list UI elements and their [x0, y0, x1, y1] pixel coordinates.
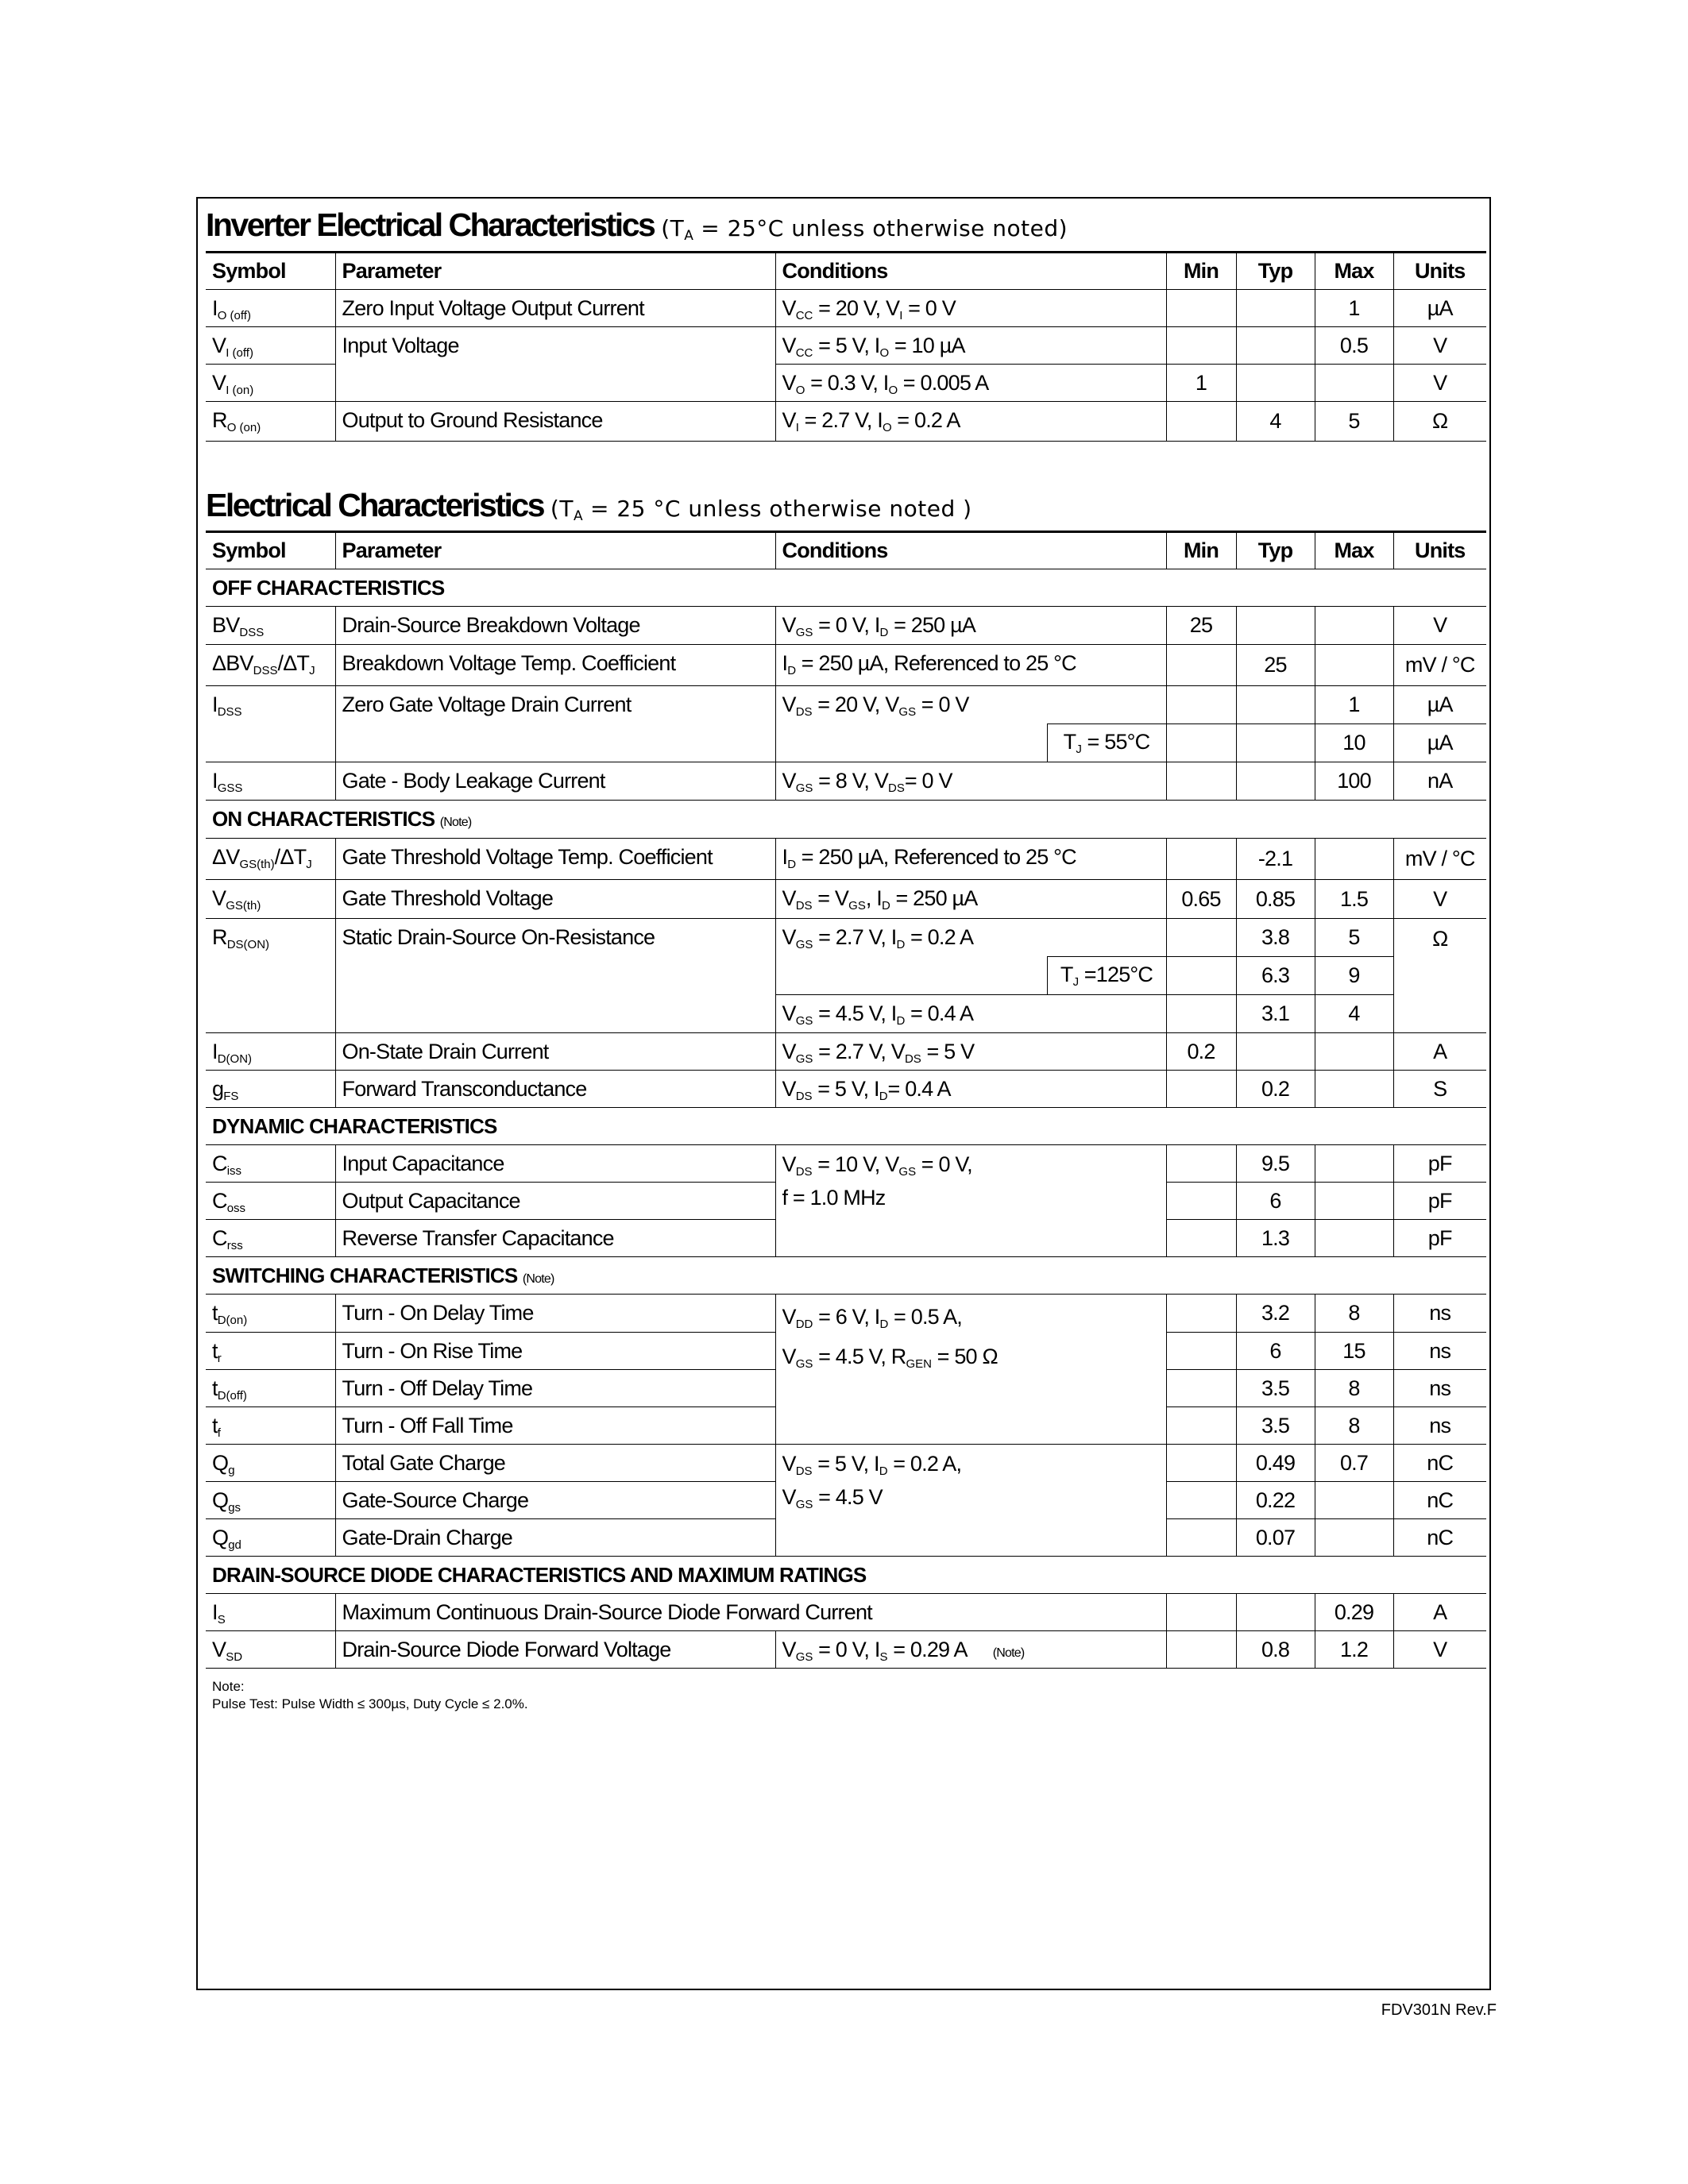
header-typ: Typ — [1236, 253, 1315, 290]
parameter-cell: Gate - Body Leakage Current — [335, 762, 775, 801]
units-cell: A — [1393, 1033, 1486, 1071]
max-cell: 1.5 — [1315, 880, 1393, 919]
table-row — [206, 290, 1486, 327]
category-label: OFF CHARACTERISTICS — [206, 569, 1486, 607]
max-cell: 1.2 — [1315, 1631, 1393, 1669]
conditions-cell: $V_{DS} = 5$ V, $I_D = 0.2$ A, $V_{GS} = 4.5$ V — [775, 1445, 1166, 1557]
min-cell — [1166, 1407, 1236, 1445]
header-parameter: Parameter — [335, 532, 775, 569]
conditions-cell: $I_D = 250$ µA, Referenced to 25 °C — [775, 839, 1166, 880]
max-cell: 1 — [1315, 686, 1393, 724]
min-cell — [1166, 686, 1236, 724]
typ-cell: 6.3 — [1236, 957, 1315, 995]
symbol-cell: $I_{O (off)}$ — [206, 290, 335, 327]
max-cell: 1 — [1315, 290, 1393, 327]
typ-cell: 3.2 — [1236, 1295, 1315, 1333]
units-cell: V — [1393, 365, 1486, 402]
symbol-cell: $R_{O (on)}$ — [206, 402, 335, 442]
units-cell: ns — [1393, 1407, 1486, 1445]
parameter-cell: Turn - On Rise Time — [335, 1333, 775, 1370]
header-max: Max — [1315, 253, 1393, 290]
parameter-cell: Gate-Drain Charge — [335, 1519, 775, 1557]
symbol-cell: $t_r$ — [206, 1333, 335, 1370]
category-label: SWITCHING CHARACTERISTICS (Note) — [206, 1257, 1486, 1295]
category-row-diode — [206, 1557, 1486, 1594]
table-row — [206, 402, 1486, 442]
min-cell — [1166, 1145, 1236, 1183]
typ-cell — [1236, 607, 1315, 645]
table-header-row — [206, 532, 1486, 569]
units-cell: V — [1393, 327, 1486, 365]
parameter-cell: Total Gate Charge — [335, 1445, 775, 1482]
typ-cell: 0.85 — [1236, 880, 1315, 919]
conditions-cell: $V_{CC} = 5$ V, $I_O = 10$ µA — [775, 327, 1166, 365]
units-cell: Ω — [1393, 402, 1486, 442]
typ-cell: 6 — [1236, 1183, 1315, 1220]
typ-cell: -2.1 — [1236, 839, 1315, 880]
symbol-cell: $BV_{DSS}$ — [206, 607, 335, 645]
units-cell: A — [1393, 1594, 1486, 1631]
parameter-cell: Zero Gate Voltage Drain Current — [335, 686, 775, 762]
conditions-cell: $V_{GS} = 4.5$ V, $I_D = 0.4$ A — [775, 995, 1166, 1033]
max-cell: 5 — [1315, 919, 1393, 957]
conditions-cell: $V_{GS} = 8$ V, $V_{DS}= 0$ V — [775, 762, 1166, 801]
units-cell: ns — [1393, 1295, 1486, 1333]
max-cell: 15 — [1315, 1333, 1393, 1370]
typ-cell: 3.5 — [1236, 1407, 1315, 1445]
parameter-cell: Reverse Transfer Capacitance — [335, 1220, 775, 1257]
conditions-cell: $V_{DS} = 20$ V, $V_{GS} = 0$ V — [775, 686, 1166, 724]
symbol-cell: $C_{oss}$ — [206, 1183, 335, 1220]
units-cell: mV / °C — [1393, 839, 1486, 880]
max-cell: 0.5 — [1315, 327, 1393, 365]
category-row-on — [206, 801, 1486, 839]
min-cell — [1166, 402, 1236, 442]
symbol-cell: $I_{DSS}$ — [206, 686, 335, 762]
parameter-cell: Input Voltage — [335, 327, 775, 365]
max-cell: 8 — [1315, 1370, 1393, 1407]
symbol-cell: $t_{D(on)}$ — [206, 1295, 335, 1333]
min-cell — [1166, 919, 1236, 957]
units-cell: V — [1393, 880, 1486, 919]
max-cell: 0.29 — [1315, 1594, 1393, 1631]
conditions-spacer — [775, 724, 1047, 762]
table-row — [206, 1594, 1486, 1631]
table-row — [206, 1445, 1486, 1482]
units-cell: nC — [1393, 1445, 1486, 1482]
symbol-cell: $t_f$ — [206, 1407, 335, 1445]
max-cell — [1315, 1519, 1393, 1557]
table-row — [206, 880, 1486, 919]
symbol-cell: $V_{GS(th)}$ — [206, 880, 335, 919]
min-cell: 25 — [1166, 607, 1236, 645]
max-cell: 5 — [1315, 402, 1393, 442]
conditions-cell: $V_I = 2.7$ V, $I_O = 0.2$ A — [775, 402, 1166, 442]
parameter-cell: Turn - Off Fall Time — [335, 1407, 775, 1445]
min-cell — [1166, 762, 1236, 801]
conditions-cell: $V_{DS} = V_{GS}$, $I_D = 250$ µA — [775, 880, 1166, 919]
category-row-switching — [206, 1257, 1486, 1295]
units-cell: nA — [1393, 762, 1486, 801]
parameter-cell — [335, 365, 775, 402]
typ-cell: 9.5 — [1236, 1145, 1315, 1183]
symbol-cell: $C_{rss}$ — [206, 1220, 335, 1257]
typ-cell: 6 — [1236, 1333, 1315, 1370]
category-row-dynamic — [206, 1108, 1486, 1145]
max-cell — [1315, 645, 1393, 686]
typ-cell: 3.1 — [1236, 995, 1315, 1033]
typ-cell: 1.3 — [1236, 1220, 1315, 1257]
conditions-cell: $V_{GS} = 0$ V, $I_S = 0.29$ A (Note) — [775, 1631, 1166, 1669]
units-cell: V — [1393, 1631, 1486, 1669]
min-cell — [1166, 327, 1236, 365]
parameter-cell: Output Capacitance — [335, 1183, 775, 1220]
parameter-cell: Gate-Source Charge — [335, 1482, 775, 1519]
max-cell — [1315, 1183, 1393, 1220]
typ-cell — [1236, 1594, 1315, 1631]
header-min: Min — [1166, 253, 1236, 290]
max-cell: 10 — [1315, 724, 1393, 762]
inverter-characteristics-table — [206, 251, 1486, 442]
symbol-cell: $\Delta BV_{DSS}/\Delta T_J$ — [206, 645, 335, 686]
footnote — [212, 1678, 528, 1713]
symbol-cell: $I_{GSS}$ — [206, 762, 335, 801]
max-cell — [1315, 1482, 1393, 1519]
parameter-cell: Forward Transconductance — [335, 1071, 775, 1108]
min-cell: 0.2 — [1166, 1033, 1236, 1071]
table-row — [206, 607, 1486, 645]
max-cell — [1315, 839, 1393, 880]
conditions-cell: $I_D = 250$ µA, Referenced to 25 °C — [775, 645, 1166, 686]
parameter-cell: Static Drain-Source On-Resistance — [335, 919, 775, 1033]
typ-cell: 0.8 — [1236, 1631, 1315, 1669]
parameter-cell: Turn - On Delay Time — [335, 1295, 775, 1333]
parameter-cell: Turn - Off Delay Time — [335, 1370, 775, 1407]
units-cell: Ω — [1393, 919, 1486, 1033]
units-cell: µA — [1393, 686, 1486, 724]
units-cell: µA — [1393, 724, 1486, 762]
parameter-cell: Maximum Continuous Drain-Source Diode Forward Current — [335, 1594, 1166, 1631]
min-cell — [1166, 1482, 1236, 1519]
symbol-cell: $R_{DS(ON)}$ — [206, 919, 335, 1033]
table-row — [206, 1295, 1486, 1333]
min-cell — [1166, 290, 1236, 327]
typ-cell — [1236, 365, 1315, 402]
table-row — [206, 686, 1486, 724]
typ-cell — [1236, 327, 1315, 365]
symbol-cell: $\Delta V_{GS(th)}/\Delta T_J$ — [206, 839, 335, 880]
typ-cell: 25 — [1236, 645, 1315, 686]
max-cell — [1315, 1220, 1393, 1257]
units-cell: S — [1393, 1071, 1486, 1108]
typ-cell — [1236, 686, 1315, 724]
units-cell: ns — [1393, 1333, 1486, 1370]
header-max: Max — [1315, 532, 1393, 569]
parameter-cell: On-State Drain Current — [335, 1033, 775, 1071]
header-symbol: Symbol — [206, 253, 335, 290]
typ-cell: 0.49 — [1236, 1445, 1315, 1482]
parameter-cell: Input Capacitance — [335, 1145, 775, 1183]
table-row — [206, 839, 1486, 880]
typ-cell: 0.07 — [1236, 1519, 1315, 1557]
parameter-cell: Breakdown Voltage Temp. Coefficient — [335, 645, 775, 686]
max-cell — [1315, 1033, 1393, 1071]
category-label: DYNAMIC CHARACTERISTICS — [206, 1108, 1486, 1145]
typ-cell: 3.5 — [1236, 1370, 1315, 1407]
min-cell — [1166, 1370, 1236, 1407]
typ-cell — [1236, 290, 1315, 327]
min-cell — [1166, 995, 1236, 1033]
min-cell: 1 — [1166, 365, 1236, 402]
typ-cell — [1236, 724, 1315, 762]
min-cell — [1166, 1519, 1236, 1557]
table-row — [206, 762, 1486, 801]
units-cell: nC — [1393, 1519, 1486, 1557]
min-cell — [1166, 1071, 1236, 1108]
max-cell: 100 — [1315, 762, 1393, 801]
symbol-cell: $g_{FS}$ — [206, 1071, 335, 1108]
table-row — [206, 327, 1486, 365]
units-cell: µA — [1393, 290, 1486, 327]
header-units: Units — [1393, 532, 1486, 569]
max-cell — [1315, 1145, 1393, 1183]
header-typ: Typ — [1236, 532, 1315, 569]
max-cell: 0.7 — [1315, 1445, 1393, 1482]
electrical-characteristics-table — [206, 531, 1486, 1669]
max-cell: 8 — [1315, 1407, 1393, 1445]
parameter-cell: Gate Threshold Voltage Temp. Coefficient — [335, 839, 775, 880]
min-cell — [1166, 724, 1236, 762]
min-cell: 0.65 — [1166, 880, 1236, 919]
conditions-cell: $V_{DS} = 10$ V, $V_{GS} = 0$ V, f = 1.0 MHz — [775, 1145, 1166, 1257]
min-cell — [1166, 1333, 1236, 1370]
electrical-section-title: Electrical Characteristics ($T_A = 25$ °C unless otherwise noted ) — [206, 487, 972, 524]
typ-cell: 4 — [1236, 402, 1315, 442]
units-cell: pF — [1393, 1220, 1486, 1257]
conditions-spacer — [775, 957, 1047, 995]
category-label: ON CHARACTERISTICS (Note) — [206, 801, 1486, 839]
min-cell — [1166, 1445, 1236, 1482]
category-label: DRAIN-SOURCE DIODE CHARACTERISTICS AND MAXIMUM RATINGS — [206, 1557, 1486, 1594]
conditions-cell: $V_{CC} = 20$ V, $V_I = 0$ V — [775, 290, 1166, 327]
units-cell: nC — [1393, 1482, 1486, 1519]
footnote-label: Note: — [212, 1679, 245, 1694]
parameter-cell: Zero Input Voltage Output Current — [335, 290, 775, 327]
conditions-cell: $V_{DS} = 5$ V, $I_D= 0.4$ A — [775, 1071, 1166, 1108]
table-row — [206, 365, 1486, 402]
document-revision: FDV301N Rev.F — [1381, 2001, 1497, 2019]
symbol-cell: $I_{D(ON)}$ — [206, 1033, 335, 1071]
max-cell — [1315, 1071, 1393, 1108]
typ-cell — [1236, 1033, 1315, 1071]
table-row — [206, 1631, 1486, 1669]
conditions-cell: $V_O = 0.3$ V, $I_O = 0.005$ A — [775, 365, 1166, 402]
min-cell — [1166, 1183, 1236, 1220]
header-symbol: Symbol — [206, 532, 335, 569]
max-cell: 8 — [1315, 1295, 1393, 1333]
conditions-cell: $V_{DD} = 6$ V, $I_D = 0.5$ A, $V_{GS} = 4.5$ V, $R_{GEN} = 50$ Ω — [775, 1295, 1166, 1445]
typ-cell — [1236, 762, 1315, 801]
header-units: Units — [1393, 253, 1486, 290]
table-row — [206, 1033, 1486, 1071]
header-conditions: Conditions — [775, 253, 1166, 290]
conditions-cell: $V_{GS} = 2.7$ V, $V_{DS} = 5$ V — [775, 1033, 1166, 1071]
parameter-cell: Drain-Source Diode Forward Voltage — [335, 1631, 775, 1669]
symbol-cell: $t_{D(off)}$ — [206, 1370, 335, 1407]
symbol-cell: $I_S$ — [206, 1594, 335, 1631]
max-cell: 9 — [1315, 957, 1393, 995]
table-row — [206, 919, 1486, 957]
symbol-cell: $Q_{gd}$ — [206, 1519, 335, 1557]
header-min: Min — [1166, 532, 1236, 569]
parameter-cell: Drain-Source Breakdown Voltage — [335, 607, 775, 645]
header-parameter: Parameter — [335, 253, 775, 290]
table-header-row — [206, 253, 1486, 290]
min-cell — [1166, 1295, 1236, 1333]
parameter-cell: Output to Ground Resistance — [335, 402, 775, 442]
symbol-cell: $V_{SD}$ — [206, 1631, 335, 1669]
symbol-cell: $V_{I (off)}$ — [206, 327, 335, 365]
temperature-condition-cell: $T_J =125^\circ C$ — [1047, 957, 1166, 995]
min-cell — [1166, 839, 1236, 880]
typ-cell: 0.2 — [1236, 1071, 1315, 1108]
table-row — [206, 645, 1486, 686]
max-cell: 4 — [1315, 995, 1393, 1033]
min-cell — [1166, 1594, 1236, 1631]
footnote-text: Pulse Test: Pulse Width ≤ 300µs, Duty Cycle ≤ 2.0%. — [212, 1696, 528, 1711]
min-cell — [1166, 957, 1236, 995]
units-cell: mV / °C — [1393, 645, 1486, 686]
symbol-cell: $C_{iss}$ — [206, 1145, 335, 1183]
parameter-cell: Gate Threshold Voltage — [335, 880, 775, 919]
typ-cell: 0.22 — [1236, 1482, 1315, 1519]
units-cell: pF — [1393, 1145, 1486, 1183]
typ-cell: 3.8 — [1236, 919, 1315, 957]
table-row — [206, 1145, 1486, 1183]
category-row-off — [206, 569, 1486, 607]
table-row — [206, 1071, 1486, 1108]
header-conditions: Conditions — [775, 532, 1166, 569]
inverter-section-title: Inverter Electrical Characteristics ($T_A = 25^\circ C$ unless otherwise noted) — [206, 206, 1068, 244]
units-cell: ns — [1393, 1370, 1486, 1407]
max-cell — [1315, 607, 1393, 645]
units-cell: V — [1393, 607, 1486, 645]
min-cell — [1166, 1631, 1236, 1669]
symbol-cell: $V_{I (on)}$ — [206, 365, 335, 402]
symbol-cell: $Q_g$ — [206, 1445, 335, 1482]
temperature-condition-cell: $T_J = 55^\circ C$ — [1047, 724, 1166, 762]
conditions-cell: $V_{GS} = 2.7$ V, $I_D = 0.2$ A — [775, 919, 1166, 957]
conditions-cell: $V_{GS} = 0$ V, $I_D = 250$ µA — [775, 607, 1166, 645]
min-cell — [1166, 1220, 1236, 1257]
symbol-cell: $Q_{gs}$ — [206, 1482, 335, 1519]
units-cell: pF — [1393, 1183, 1486, 1220]
max-cell — [1315, 365, 1393, 402]
min-cell — [1166, 645, 1236, 686]
